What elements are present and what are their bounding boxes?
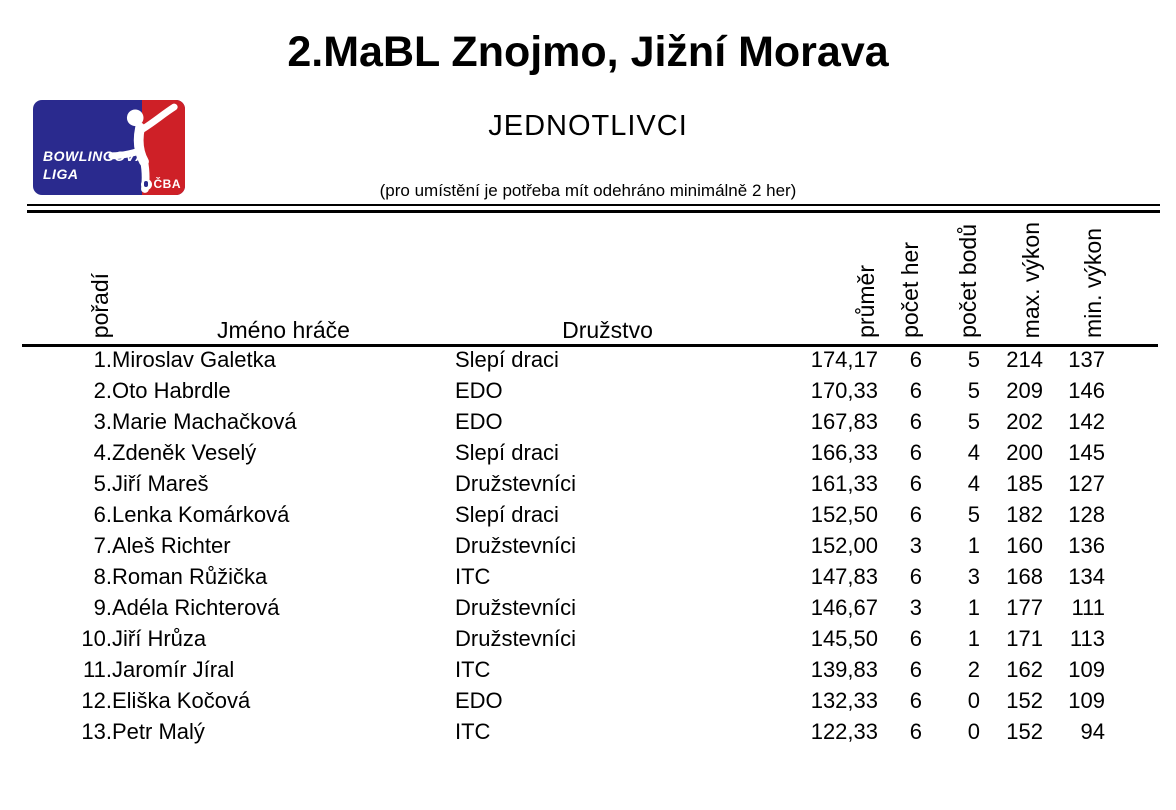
- cell-rank: 7.: [93, 533, 112, 558]
- cell-min: 137: [1068, 347, 1105, 372]
- cell-games: 6: [909, 564, 922, 589]
- cell-average: 132,33: [810, 688, 878, 713]
- page-title: 2.MaBL Znojmo, Jižní Morava: [287, 28, 889, 76]
- qualification-note: (pro umístění je potřeba mít odehráno minimálně 2 her): [379, 181, 797, 200]
- cell-name: Petr Malý: [112, 719, 205, 744]
- cell-min: 111: [1071, 595, 1105, 620]
- header-min: min. výkon: [1080, 228, 1106, 338]
- cell-name: Aleš Richter: [112, 533, 231, 558]
- cell-name: Lenka Komárková: [112, 502, 290, 527]
- cell-games: 6: [909, 409, 922, 434]
- results-table: [22, 210, 1105, 747]
- cell-rank: 3.: [93, 409, 112, 434]
- header-average: průměr: [853, 265, 879, 338]
- cell-min: 142: [1068, 409, 1105, 434]
- cell-name: Jaromír Jíral: [112, 657, 235, 682]
- cell-name: Zdeněk Veselý: [112, 440, 257, 465]
- header-rank: pořadí: [87, 272, 113, 338]
- cell-rank: 12.: [81, 688, 112, 713]
- cell-points: 2: [967, 657, 980, 682]
- logo-text-line2: LIGA: [43, 165, 79, 182]
- cell-games: 3: [909, 533, 922, 558]
- cell-points: 5: [967, 502, 980, 527]
- results-body: [22, 344, 1105, 747]
- cell-max: 185: [1006, 471, 1043, 496]
- cell-average: 139,83: [810, 657, 878, 682]
- table-row: [22, 716, 1105, 747]
- results-header: [22, 210, 1105, 344]
- cell-games: 6: [909, 719, 922, 744]
- cell-points: 0: [967, 688, 980, 713]
- cell-min: 136: [1068, 533, 1105, 558]
- table-row: [22, 530, 1105, 561]
- cell-min: 128: [1068, 502, 1105, 527]
- cell-average: 152,00: [810, 533, 878, 558]
- cell-max: 152: [1006, 688, 1043, 713]
- cell-min: 134: [1068, 564, 1105, 589]
- cell-average: 122,33: [810, 719, 878, 744]
- cell-max: 160: [1006, 533, 1043, 558]
- cell-min: 109: [1068, 688, 1105, 713]
- cell-team: Družstevníci: [455, 471, 577, 496]
- cell-team: Družstevníci: [455, 533, 577, 558]
- cell-average: 146,67: [810, 595, 878, 620]
- cell-name: Roman Růžička: [112, 564, 268, 589]
- cell-max: 214: [1006, 347, 1043, 372]
- cell-average: 145,50: [810, 626, 878, 651]
- cell-points: 1: [967, 595, 980, 620]
- cell-max: 202: [1006, 409, 1043, 434]
- cell-points: 1: [967, 626, 980, 651]
- cell-games: 6: [909, 471, 922, 496]
- table-row: [22, 468, 1105, 499]
- cell-max: 177: [1006, 595, 1043, 620]
- cell-name: Eliška Kočová: [112, 688, 251, 713]
- cell-team: Družstevníci: [455, 595, 577, 620]
- table-row: [22, 375, 1105, 406]
- cell-name: Marie Machačková: [112, 409, 297, 434]
- cell-min: 109: [1068, 657, 1105, 682]
- cell-points: 5: [967, 378, 980, 403]
- cba-label: ČBA: [153, 177, 181, 191]
- cell-average: 147,83: [810, 564, 878, 589]
- cell-rank: 1.: [93, 347, 112, 372]
- cell-games: 6: [909, 657, 922, 682]
- cell-team: ITC: [455, 719, 491, 744]
- cell-name: Jiří Hrůza: [112, 626, 207, 651]
- cell-games: 6: [909, 440, 922, 465]
- cell-min: 145: [1068, 440, 1105, 465]
- cell-min: 94: [1080, 719, 1105, 744]
- cell-points: 3: [967, 564, 980, 589]
- table-row: [22, 654, 1105, 685]
- cell-team: EDO: [455, 378, 503, 403]
- cell-team: Slepí draci: [455, 347, 559, 372]
- cell-team: Slepí draci: [455, 440, 559, 465]
- cell-average: 152,50: [810, 502, 878, 527]
- cell-max: 200: [1006, 440, 1043, 465]
- cell-rank: 8.: [93, 564, 112, 589]
- cell-min: 146: [1068, 378, 1105, 403]
- cell-games: 6: [909, 688, 922, 713]
- cell-team: Slepí draci: [455, 502, 559, 527]
- cell-games: 6: [909, 502, 922, 527]
- header-games: počet her: [897, 242, 923, 338]
- cell-points: 0: [967, 719, 980, 744]
- table-row: [22, 592, 1105, 623]
- logo-text-line1: BOWLINGOVÁ: [43, 148, 146, 164]
- cell-team: EDO: [455, 688, 503, 713]
- table-row: [22, 406, 1105, 437]
- table-row: [22, 623, 1105, 654]
- cell-min: 127: [1068, 471, 1105, 496]
- cell-team: ITC: [455, 564, 491, 589]
- cell-rank: 2.: [93, 378, 112, 403]
- cell-min: 113: [1069, 626, 1105, 651]
- header-player-name: Jméno hráče: [217, 317, 350, 343]
- header-max: max. výkon: [1018, 221, 1044, 338]
- cell-max: 209: [1006, 378, 1043, 403]
- cell-team: ITC: [455, 657, 491, 682]
- page-subtitle: JEDNOTLIVCI: [488, 110, 688, 142]
- cell-average: 166,33: [810, 440, 878, 465]
- cell-points: 5: [967, 409, 980, 434]
- table-row: [22, 499, 1105, 530]
- cell-max: 162: [1006, 657, 1043, 682]
- header-team: Družstvo: [562, 317, 653, 343]
- cell-name: Miroslav Galetka: [112, 347, 276, 372]
- table-row: [22, 344, 1105, 375]
- table-row: [22, 561, 1105, 592]
- cell-max: 168: [1006, 564, 1043, 589]
- table-row: [22, 437, 1105, 468]
- cell-rank: 10.: [81, 626, 112, 651]
- cell-rank: 4.: [93, 440, 112, 465]
- header-points: počet bodů: [955, 224, 981, 338]
- cell-rank: 11.: [83, 657, 112, 682]
- cell-max: 171: [1006, 626, 1043, 651]
- cell-points: 4: [967, 471, 980, 496]
- cell-rank: 5.: [93, 471, 112, 496]
- cell-name: Jiří Mareš: [112, 471, 209, 496]
- table-row: [22, 685, 1105, 716]
- cell-average: 167,83: [810, 409, 878, 434]
- cell-games: 6: [909, 626, 922, 651]
- cell-games: 6: [909, 347, 922, 372]
- cell-rank: 9.: [93, 595, 112, 620]
- cell-points: 4: [967, 440, 980, 465]
- cell-name: Adéla Richterová: [112, 595, 280, 620]
- cell-max: 182: [1006, 502, 1043, 527]
- cell-games: 3: [909, 595, 922, 620]
- cell-name: Oto Habrdle: [112, 378, 231, 403]
- cell-rank: 13.: [81, 719, 112, 744]
- cell-team: Družstevníci: [455, 626, 577, 651]
- cell-average: 161,33: [810, 471, 878, 496]
- cell-points: 1: [967, 533, 980, 558]
- cell-average: 170,33: [810, 378, 878, 403]
- cell-rank: 6.: [93, 502, 112, 527]
- logo-text: [43, 148, 146, 183]
- cell-games: 6: [909, 378, 922, 403]
- cell-points: 5: [967, 347, 980, 372]
- cell-average: 174,17: [810, 347, 878, 372]
- cell-max: 152: [1006, 719, 1043, 744]
- cell-team: EDO: [455, 409, 503, 434]
